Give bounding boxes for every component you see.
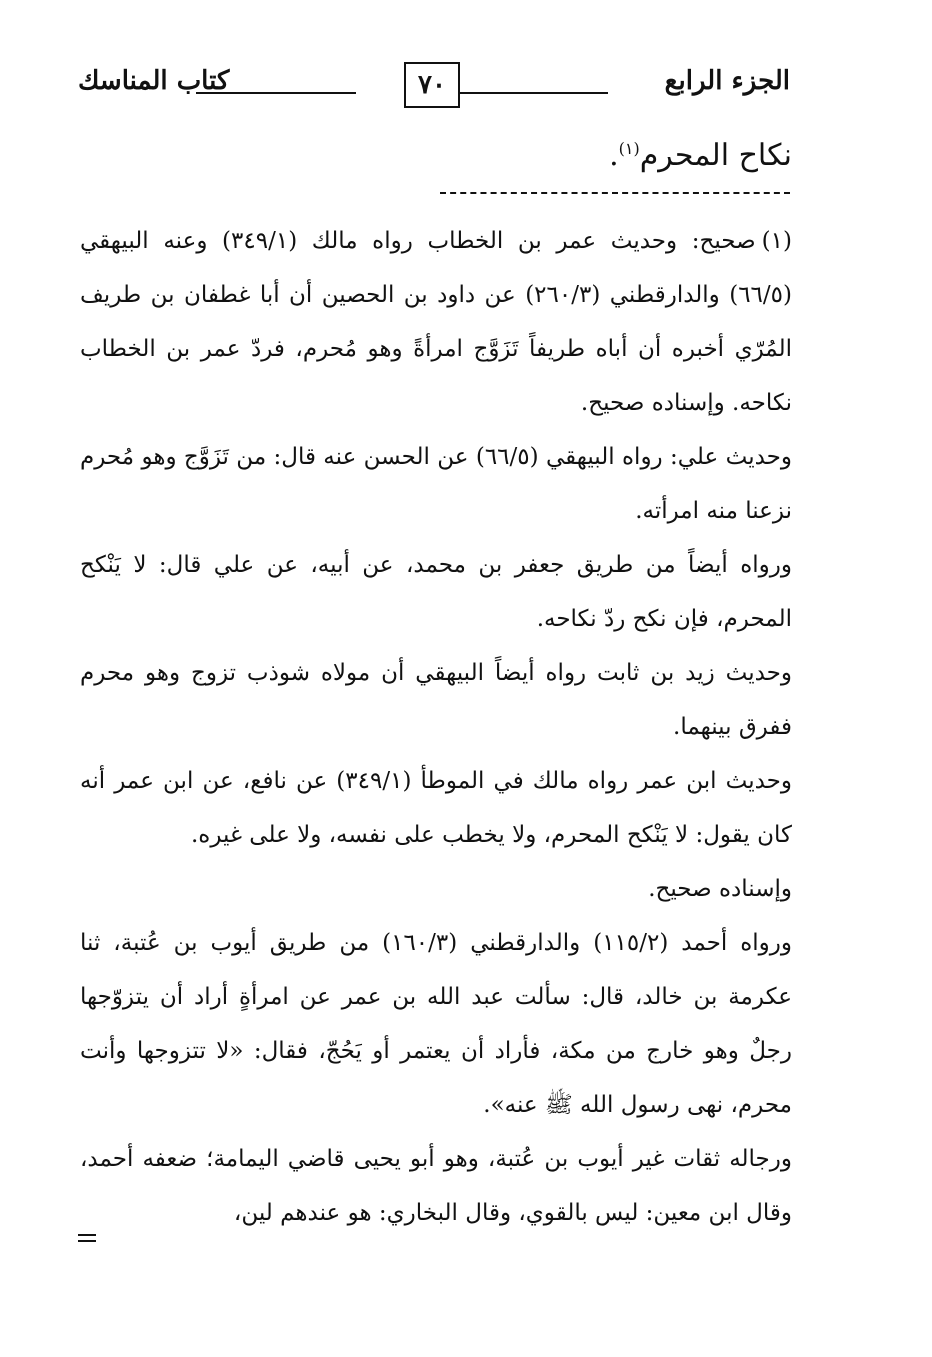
footnote-paragraph: ورجاله ثقات غير أيوب بن عُتبة، وهو أبو يحيى قاضي اليمامة؛ ضعفه أحمد، وقال ابن معين: ليس بالقوي، وقال البخاري: هو عندهم لين، [80, 1146, 792, 1226]
footnote-paragraph: ورواه أحمد (١١٥/٢) والدارقطني (١٦٠/٣) من طريق أيوب بن عُتبة، ثنا عكرمة بن خالد، قال: سألت عبد الله بن عمر عن امرأةٍ أراد أن يتزوّجها رجلٌ وهو خارج من مكة، فأراد أن يعتمر أو يَحُجّ، فقال: «لا تتزوجها وأنت محرم، نهى رسول الله ﷺ عنه». [80, 930, 792, 1118]
footnotes-section [80, 214, 792, 1240]
footnote-paragraph [80, 214, 792, 430]
main-text-tail [609, 138, 792, 173]
footnote-marker: (١) [761, 228, 792, 254]
continuation-mark [78, 1234, 96, 1246]
footnote-separator [440, 192, 790, 194]
footnote-reference[interactable]: (١) [618, 139, 640, 158]
book-title-label: كتاب المناسك [78, 66, 230, 96]
footnote-text: صحيح: وحديث عمر بن الخطاب رواه مالك (٣٤٩/١) وعنه البيهقي (٦٦/٥) والدارقطني (٢٦٠/٣) عن داود بن الحصين أن أبا غطفان بن طريف المُرّي أخبره أن أباه طريفاً تَزَوَّج امرأةً وهو مُحرم، فردّ عمر بن الخطاب نكاحه. وإسناده صحيح. [80, 228, 792, 416]
footnote-paragraph: وإسناده صحيح. [648, 876, 792, 902]
page-number: ٧٠ [404, 62, 460, 108]
main-text-end: . [609, 138, 619, 173]
header-rule-right [458, 92, 608, 94]
footnote-paragraph: وحديث علي: رواه البيهقي (٦٦/٥) عن الحسن عنه قال: من تَزَوَّج وهو مُحرم نزعنا منه امرأته. [80, 444, 792, 524]
running-header [78, 62, 790, 114]
footnote-paragraph: ورواه أيضاً من طريق جعفر بن محمد، عن أبيه، عن علي قال: لا يَنْكح المحرم، فإن نكح ردّ نكاحه. [80, 552, 792, 632]
footnote-paragraph: وحديث ابن عمر رواه مالك في الموطأ (٣٤٩/١) عن نافع، عن ابن عمر أنه كان يقول: لا يَنْكح المحرم، ولا يخطب على نفسه، ولا على غيره. [80, 768, 792, 848]
main-text: نكاح المحرم [639, 138, 792, 173]
footnote-paragraph: وحديث زيد بن ثابت رواه أيضاً البيهقي أن مولاه شوذب تزوج وهو محرم ففرق بينهما. [80, 660, 792, 740]
volume-label: الجزء الرابع [664, 66, 790, 96]
